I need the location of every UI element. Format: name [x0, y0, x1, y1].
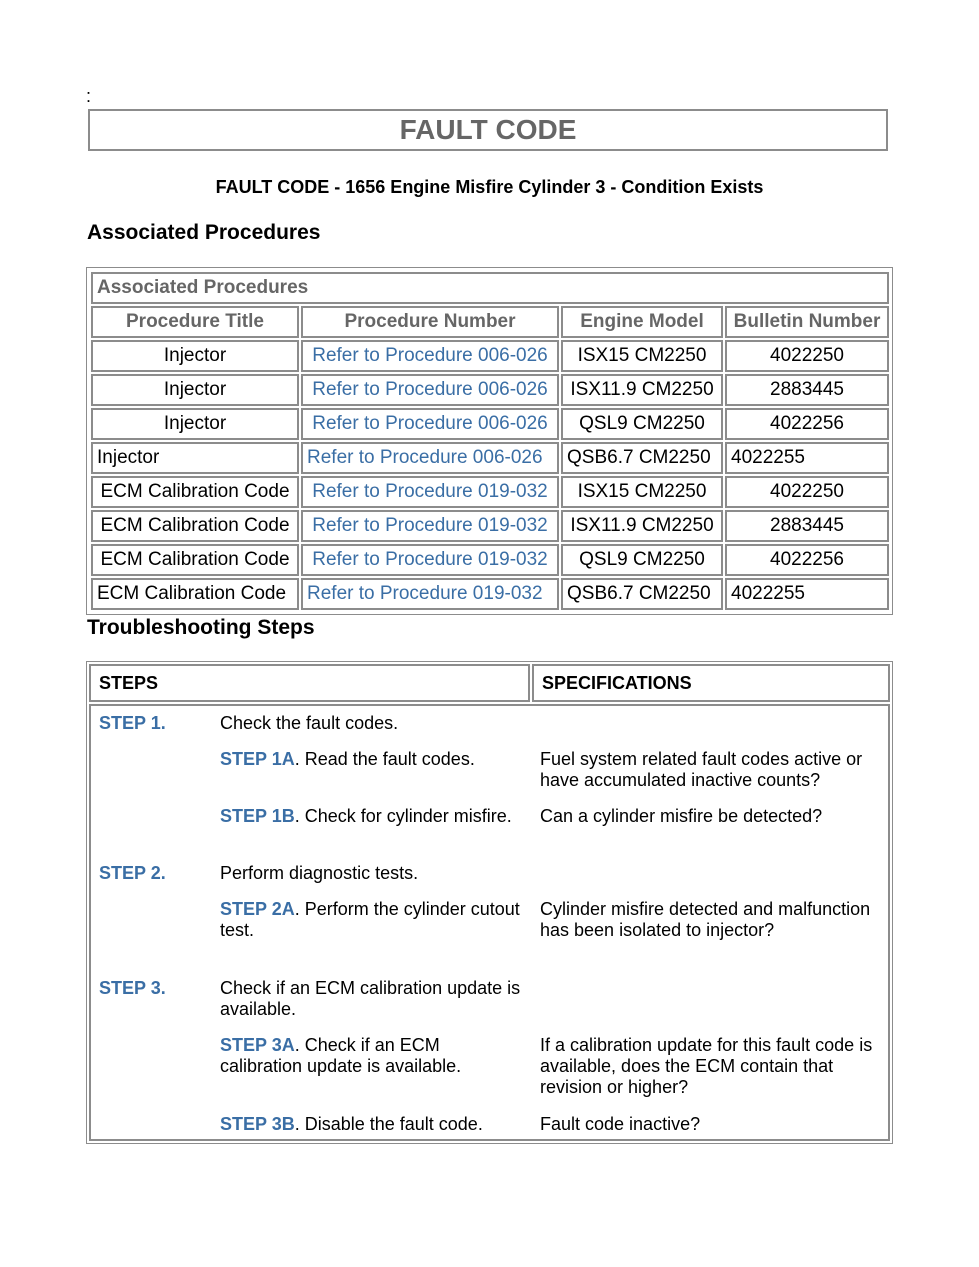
- troubleshooting-header-row: [89, 664, 890, 702]
- column-header-engine-model: Engine Model: [561, 306, 723, 338]
- substep-text: . Check for cylinder misfire.: [294, 806, 512, 826]
- table-row: [91, 476, 889, 508]
- substep-label-link[interactable]: STEP 2A: [220, 899, 295, 919]
- bulletin-number-cell: 4022256: [725, 408, 889, 440]
- substep-text: . Check if an ECM calibration update is available.: [220, 1035, 462, 1076]
- substep: [220, 899, 520, 941]
- substep: [220, 749, 520, 770]
- associated-procedures-table: [86, 267, 893, 615]
- table-row: [91, 510, 889, 542]
- table-row: [91, 340, 889, 372]
- procedure-title-cell: Injector: [91, 442, 299, 474]
- specification-text: If a calibration update for this fault code is available, does the ECM contain that revision or higher?: [540, 1035, 873, 1097]
- step-description: Check the fault codes.: [220, 713, 399, 733]
- substep: [220, 806, 520, 827]
- associated-procedures-heading: Associated Procedures: [87, 221, 321, 244]
- engine-model-cell: QSL9 CM2250: [561, 544, 723, 576]
- substep-label-link[interactable]: STEP 1B: [220, 806, 295, 826]
- engine-model-cell: QSB6.7 CM2250: [561, 578, 723, 610]
- step-number-link[interactable]: STEP 1.: [99, 713, 166, 733]
- substep-label-link[interactable]: STEP 3A: [220, 1035, 295, 1055]
- column-header-bulletin-number: Bulletin Number: [725, 306, 889, 338]
- procedure-link[interactable]: Refer to Procedure 019-032: [301, 476, 559, 508]
- leading-colon: :: [86, 86, 92, 106]
- procedure-title-cell: Injector: [91, 408, 299, 440]
- step-description: Perform diagnostic tests.: [220, 863, 419, 883]
- specification-text: Cylinder misfire detected and malfunction has been isolated to injector?: [540, 899, 871, 940]
- engine-model-cell: ISX11.9 CM2250: [561, 374, 723, 406]
- troubleshooting-table: [86, 661, 893, 1144]
- substep-text: . Disable the fault code.: [294, 1114, 483, 1134]
- step-number-link[interactable]: STEP 3.: [99, 978, 166, 998]
- specification-text: Fuel system related fault codes active or have accumulated inactive counts?: [540, 749, 863, 790]
- substep-label-link[interactable]: STEP 1A: [220, 749, 295, 769]
- substep-text: . Read the fault codes.: [294, 749, 475, 769]
- procedure-title-cell: ECM Calibration Code: [91, 510, 299, 542]
- table-row: [91, 374, 889, 406]
- engine-model-cell: QSB6.7 CM2250: [561, 442, 723, 474]
- table-row: [91, 578, 889, 610]
- substep-text: . Perform the cylinder cutout test.: [220, 899, 520, 940]
- engine-model-cell: QSL9 CM2250: [561, 408, 723, 440]
- substep: [220, 1114, 520, 1135]
- substep-label-link[interactable]: STEP 3B: [220, 1114, 295, 1134]
- table-row: [91, 544, 889, 576]
- engine-model-cell: ISX15 CM2250: [561, 476, 723, 508]
- troubleshooting-steps-heading: Troubleshooting Steps: [87, 616, 315, 639]
- column-header-steps: STEPS: [89, 664, 530, 702]
- procedure-link[interactable]: Refer to Procedure 019-032: [301, 578, 559, 610]
- procedure-title-cell: ECM Calibration Code: [91, 544, 299, 576]
- procedure-link[interactable]: Refer to Procedure 019-032: [301, 510, 559, 542]
- table-caption: Associated Procedures: [91, 272, 889, 304]
- procedure-title-cell: Injector: [91, 374, 299, 406]
- bulletin-number-cell: 4022256: [725, 544, 889, 576]
- bulletin-number-cell: 4022255: [725, 442, 889, 474]
- procedure-link[interactable]: Refer to Procedure 019-032: [301, 544, 559, 576]
- troubleshooting-body: [89, 704, 890, 1141]
- procedure-link[interactable]: Refer to Procedure 006-026: [301, 340, 559, 372]
- table-row: [91, 442, 889, 474]
- bulletin-number-cell: 2883445: [725, 374, 889, 406]
- substep: [220, 1035, 520, 1077]
- column-header-procedure-title: Procedure Title: [91, 306, 299, 338]
- procedure-link[interactable]: Refer to Procedure 006-026: [301, 374, 559, 406]
- procedure-link[interactable]: Refer to Procedure 006-026: [301, 408, 559, 440]
- procedure-title-cell: Injector: [91, 340, 299, 372]
- procedure-title-cell: ECM Calibration Code: [91, 476, 299, 508]
- specification-text: Fault code inactive?: [540, 1114, 701, 1134]
- column-header-specifications: SPECIFICATIONS: [532, 664, 890, 702]
- bulletin-number-cell: 4022250: [725, 476, 889, 508]
- bulletin-number-cell: 4022255: [725, 578, 889, 610]
- bulletin-number-cell: 4022250: [725, 340, 889, 372]
- engine-model-cell: ISX11.9 CM2250: [561, 510, 723, 542]
- engine-model-cell: ISX15 CM2250: [561, 340, 723, 372]
- procedure-link[interactable]: Refer to Procedure 006-026: [301, 442, 559, 474]
- page-title-box: [88, 109, 888, 151]
- table-row: [91, 408, 889, 440]
- column-header-procedure-number: Procedure Number: [301, 306, 559, 338]
- step-number-link[interactable]: STEP 2.: [99, 863, 166, 883]
- specification-text: Can a cylinder misfire be detected?: [540, 806, 823, 826]
- table-header-row: [91, 306, 889, 338]
- procedure-title-cell: ECM Calibration Code: [91, 578, 299, 610]
- page-title: FAULT CODE: [399, 114, 577, 145]
- fault-code-subtitle: FAULT CODE - 1656 Engine Misfire Cylinder 3 - Condition Exists: [215, 177, 764, 197]
- bulletin-number-cell: 2883445: [725, 510, 889, 542]
- step-description: Check if an ECM calibration update is available.: [220, 978, 521, 1019]
